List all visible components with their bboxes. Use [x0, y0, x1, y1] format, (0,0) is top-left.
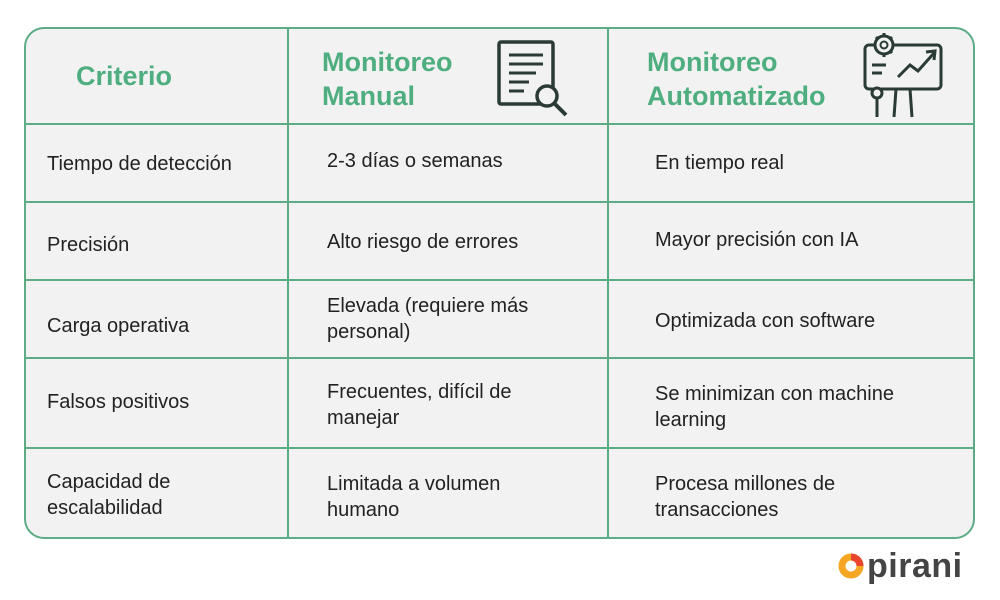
row5-manual-line2: humano [327, 499, 400, 521]
row4-auto-line2: learning [655, 409, 727, 431]
header-auto-line2: Automatizado [647, 81, 826, 111]
row3-auto: Optimizada con software [655, 310, 876, 332]
row4-auto-line1: Se minimizan con machine [655, 383, 894, 405]
logo-text: pirani [867, 547, 963, 585]
header-criterio: Criterio [76, 61, 173, 91]
row1-manual: 2-3 días o semanas [327, 150, 503, 172]
row4-manual-line2: manejar [327, 407, 400, 429]
row5-criterio-line2: escalabilidad [47, 497, 163, 519]
header-manual-line2: Manual [322, 81, 416, 111]
row-divider [26, 447, 973, 449]
row5-criterio-line1: Capacidad de [47, 471, 171, 493]
row-divider [26, 357, 973, 359]
row-divider [26, 279, 973, 281]
row1-auto: En tiempo real [655, 152, 784, 174]
row4-criterio: Falsos positivos [47, 391, 190, 413]
row5-auto-line2: transacciones [655, 499, 779, 521]
row3-manual-line1: Elevada (requiere más [327, 295, 529, 317]
pirani-logo [838, 548, 963, 584]
row-divider [26, 123, 973, 125]
row3-manual-line2: personal) [327, 321, 411, 343]
row2-manual: Alto riesgo de errores [327, 231, 519, 253]
column-divider [287, 29, 289, 537]
presentation-chart-gear-icon [860, 33, 946, 119]
row2-criterio: Precisión [47, 234, 130, 256]
row-divider [26, 201, 973, 203]
row2-auto: Mayor precisión con IA [655, 229, 859, 251]
row3-criterio: Carga operativa [47, 315, 190, 337]
header-manual-line1: Monitoreo [322, 47, 453, 77]
row5-auto-line1: Procesa millones de [655, 473, 836, 495]
row4-manual-line1: Frecuentes, difícil de [327, 381, 512, 403]
comparison-table [24, 27, 975, 539]
row1-criterio: Tiempo de detección [47, 153, 232, 175]
row5-manual-line1: Limitada a volumen [327, 473, 501, 495]
logo-o-icon [838, 553, 864, 579]
header-auto-line1: Monitoreo [647, 47, 778, 77]
column-divider [607, 29, 609, 537]
document-search-icon [496, 39, 572, 119]
